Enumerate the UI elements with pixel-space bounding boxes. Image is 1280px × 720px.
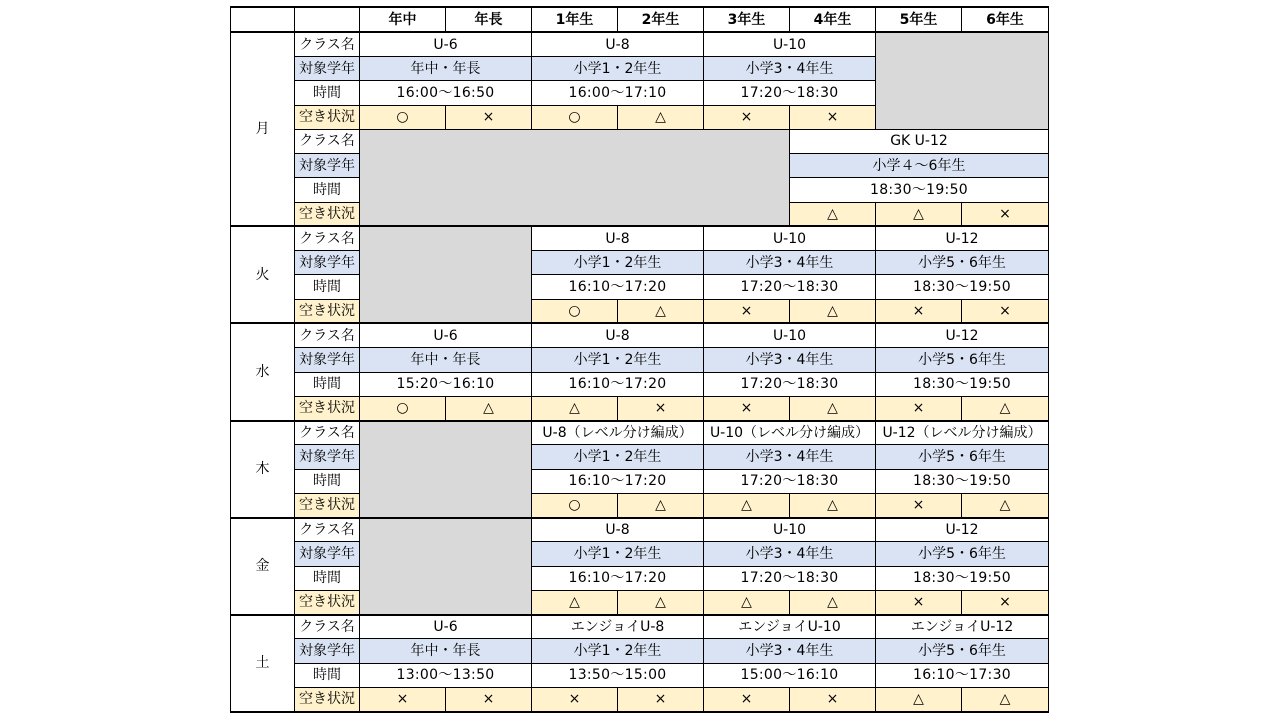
row-label-grade: 対象学年 (295, 348, 360, 372)
row-label-grade: 対象学年 (295, 154, 360, 178)
no-class-cell (876, 32, 1049, 129)
availability-mark: × (618, 396, 704, 420)
class-grade: 小学5・6年生 (876, 251, 1049, 275)
header-grade: 年中 (360, 7, 446, 32)
class-time: 16:10～17:20 (532, 469, 704, 493)
class-time: 18:30～19:50 (876, 469, 1049, 493)
row-label-name: クラス名 (295, 226, 360, 250)
class-grade: 小学1・2年生 (532, 639, 704, 663)
row-label-time: 時間 (295, 372, 360, 396)
class-time: 16:10～17:20 (532, 372, 704, 396)
class-name: GK U-12 (790, 129, 1049, 153)
row-label-name: クラス名 (295, 129, 360, 153)
sat-avail-row (231, 687, 1049, 712)
row-label-grade: 対象学年 (295, 542, 360, 566)
class-name: U-8（レベル分け編成） (532, 421, 704, 445)
day-label-mon: 月 (231, 32, 295, 226)
header-grade: 2年生 (618, 7, 704, 32)
no-class-cell (360, 226, 532, 323)
class-name: エンジョイU-12 (876, 615, 1049, 639)
tue-grade-row (231, 251, 1049, 275)
header-grade: 6年生 (962, 7, 1049, 32)
fri-name-row (231, 518, 1049, 542)
class-grade: 年中・年長 (360, 57, 532, 81)
row-label-grade: 対象学年 (295, 445, 360, 469)
no-class-cell (360, 518, 532, 615)
thu-time-row (231, 469, 1049, 493)
class-name: U-12 (876, 226, 1049, 250)
availability-mark: △ (790, 493, 876, 517)
class-time: 17:20～18:30 (704, 469, 876, 493)
class-time: 16:10～17:30 (876, 663, 1049, 687)
class-time: 13:50～15:00 (532, 663, 704, 687)
availability-mark: △ (532, 396, 618, 420)
tue-name-row (231, 226, 1049, 250)
availability-mark: △ (962, 687, 1049, 712)
header-grade: 4年生 (790, 7, 876, 32)
availability-mark: ○ (532, 299, 618, 323)
row-label-avail: 空き状況 (295, 396, 360, 420)
availability-mark: × (876, 396, 962, 420)
class-grade: 小学1・2年生 (532, 445, 704, 469)
class-time: 17:20～18:30 (704, 81, 876, 105)
availability-mark: ○ (360, 105, 446, 129)
class-name: U-10 (704, 518, 876, 542)
tue-avail-row (231, 299, 1049, 323)
availability-mark: ○ (532, 493, 618, 517)
availability-mark: × (446, 105, 532, 129)
class-schedule (230, 6, 1048, 713)
class-grade: 年中・年長 (360, 348, 532, 372)
row-label-time: 時間 (295, 81, 360, 105)
class-grade: 小学5・6年生 (876, 542, 1049, 566)
row-label-avail: 空き状況 (295, 687, 360, 712)
availability-mark: × (876, 493, 962, 517)
day-label-fri: 金 (231, 518, 295, 615)
class-time: 18:30～19:50 (790, 178, 1049, 202)
class-grade: 小学3・4年生 (704, 542, 876, 566)
class-name: U-10 (704, 226, 876, 250)
availability-mark: × (704, 687, 790, 712)
class-time: 15:20～16:10 (360, 372, 532, 396)
availability-mark: △ (446, 396, 532, 420)
day-label-tue: 火 (231, 226, 295, 323)
row-label-time: 時間 (295, 469, 360, 493)
day-label-thu: 木 (231, 421, 295, 518)
availability-mark: × (876, 299, 962, 323)
header-corner-label (295, 7, 360, 32)
row-label-name: クラス名 (295, 518, 360, 542)
day-label-sat: 土 (231, 615, 295, 712)
sat-grade-row (231, 639, 1049, 663)
no-class-cell (360, 129, 790, 226)
availability-mark: × (962, 299, 1049, 323)
availability-mark: ○ (360, 396, 446, 420)
availability-mark: × (618, 687, 704, 712)
thu-avail-row (231, 493, 1049, 517)
thu-grade-row (231, 445, 1049, 469)
class-name: U-8 (532, 226, 704, 250)
tue-time-row (231, 275, 1049, 299)
fri-time-row (231, 566, 1049, 590)
wed-grade-row (231, 348, 1049, 372)
class-name: U-8 (532, 32, 704, 56)
availability-mark: △ (790, 590, 876, 614)
class-grade: 小学1・2年生 (532, 251, 704, 275)
row-label-name: クラス名 (295, 32, 360, 56)
availability-mark: ○ (532, 105, 618, 129)
availability-mark: × (704, 105, 790, 129)
availability-mark: △ (618, 590, 704, 614)
availability-mark: × (532, 687, 618, 712)
class-time: 18:30～19:50 (876, 566, 1049, 590)
class-grade: 小学1・2年生 (532, 57, 704, 81)
row-label-grade: 対象学年 (295, 57, 360, 81)
availability-mark: △ (790, 299, 876, 323)
class-grade: 年中・年長 (360, 639, 532, 663)
row-label-time: 時間 (295, 178, 360, 202)
sat-time-row (231, 663, 1049, 687)
header-grade: 5年生 (876, 7, 962, 32)
row-label-time: 時間 (295, 566, 360, 590)
row-label-name: クラス名 (295, 615, 360, 639)
availability-mark: △ (618, 105, 704, 129)
row-label-avail: 空き状況 (295, 590, 360, 614)
class-grade: 小学3・4年生 (704, 348, 876, 372)
class-name: U-10（レベル分け編成） (704, 421, 876, 445)
availability-mark: △ (618, 493, 704, 517)
wed-time-row (231, 372, 1049, 396)
class-name: U-6 (360, 615, 532, 639)
class-time: 17:20～18:30 (704, 275, 876, 299)
row-label-grade: 対象学年 (295, 251, 360, 275)
class-grade: 小学3・4年生 (704, 639, 876, 663)
row-label-time: 時間 (295, 275, 360, 299)
class-name: U-6 (360, 323, 532, 347)
fri-avail-row (231, 590, 1049, 614)
class-time: 16:10～17:20 (532, 275, 704, 299)
class-grade: 小学3・4年生 (704, 57, 876, 81)
mon-gk-name-row (231, 129, 1049, 153)
class-name: エンジョイU-8 (532, 615, 704, 639)
header-grade: 1年生 (532, 7, 618, 32)
class-grade: 小学４～6年生 (790, 154, 1049, 178)
class-name: U-12 (876, 518, 1049, 542)
row-label-avail: 空き状況 (295, 105, 360, 129)
class-grade: 小学1・2年生 (532, 348, 704, 372)
wed-name-row (231, 323, 1049, 347)
class-name: U-6 (360, 32, 532, 56)
class-time: 16:00～17:10 (532, 81, 704, 105)
availability-mark: × (790, 105, 876, 129)
class-name: U-8 (532, 518, 704, 542)
availability-mark: × (876, 590, 962, 614)
availability-mark: △ (876, 687, 962, 712)
class-name: エンジョイU-10 (704, 615, 876, 639)
row-label-avail: 空き状況 (295, 202, 360, 226)
class-name: U-10 (704, 32, 876, 56)
availability-mark: △ (704, 590, 790, 614)
availability-mark: △ (962, 493, 1049, 517)
availability-mark: × (704, 396, 790, 420)
no-class-cell (360, 421, 532, 518)
availability-mark: △ (532, 590, 618, 614)
row-label-grade: 対象学年 (295, 639, 360, 663)
header-grade: 3年生 (704, 7, 790, 32)
class-name: U-12（レベル分け編成） (876, 421, 1049, 445)
availability-mark: △ (790, 202, 876, 226)
availability-mark: × (446, 687, 532, 712)
class-grade: 小学3・4年生 (704, 251, 876, 275)
row-label-time: 時間 (295, 663, 360, 687)
class-time: 17:20～18:30 (704, 566, 876, 590)
class-time: 18:30～19:50 (876, 372, 1049, 396)
header-grade: 年長 (446, 7, 532, 32)
header-corner-day (231, 7, 295, 32)
availability-mark: △ (876, 202, 962, 226)
schedule-table (230, 6, 1049, 713)
row-label-avail: 空き状況 (295, 493, 360, 517)
header-row (231, 7, 1049, 32)
class-grade: 小学3・4年生 (704, 445, 876, 469)
class-time: 15:00～16:10 (704, 663, 876, 687)
availability-mark: × (790, 687, 876, 712)
class-time: 18:30～19:50 (876, 275, 1049, 299)
availability-mark: × (962, 590, 1049, 614)
class-grade: 小学1・2年生 (532, 542, 704, 566)
class-time: 17:20～18:30 (704, 372, 876, 396)
class-name: U-10 (704, 323, 876, 347)
class-grade: 小学5・6年生 (876, 639, 1049, 663)
class-name: U-12 (876, 323, 1049, 347)
availability-mark: △ (618, 299, 704, 323)
availability-mark: × (704, 299, 790, 323)
row-label-name: クラス名 (295, 323, 360, 347)
availability-mark: × (962, 202, 1049, 226)
class-grade: 小学5・6年生 (876, 348, 1049, 372)
sat-name-row (231, 615, 1049, 639)
class-time: 16:00～16:50 (360, 81, 532, 105)
class-name: U-8 (532, 323, 704, 347)
row-label-avail: 空き状況 (295, 299, 360, 323)
availability-mark: △ (962, 396, 1049, 420)
availability-mark: × (360, 687, 446, 712)
wed-avail-row (231, 396, 1049, 420)
thu-name-row (231, 421, 1049, 445)
availability-mark: △ (790, 396, 876, 420)
mon-name-row (231, 32, 1049, 56)
fri-grade-row (231, 542, 1049, 566)
day-label-wed: 水 (231, 323, 295, 420)
availability-mark: △ (704, 493, 790, 517)
class-time: 13:00～13:50 (360, 663, 532, 687)
class-time: 16:10～17:20 (532, 566, 704, 590)
class-grade: 小学5・6年生 (876, 445, 1049, 469)
row-label-name: クラス名 (295, 421, 360, 445)
